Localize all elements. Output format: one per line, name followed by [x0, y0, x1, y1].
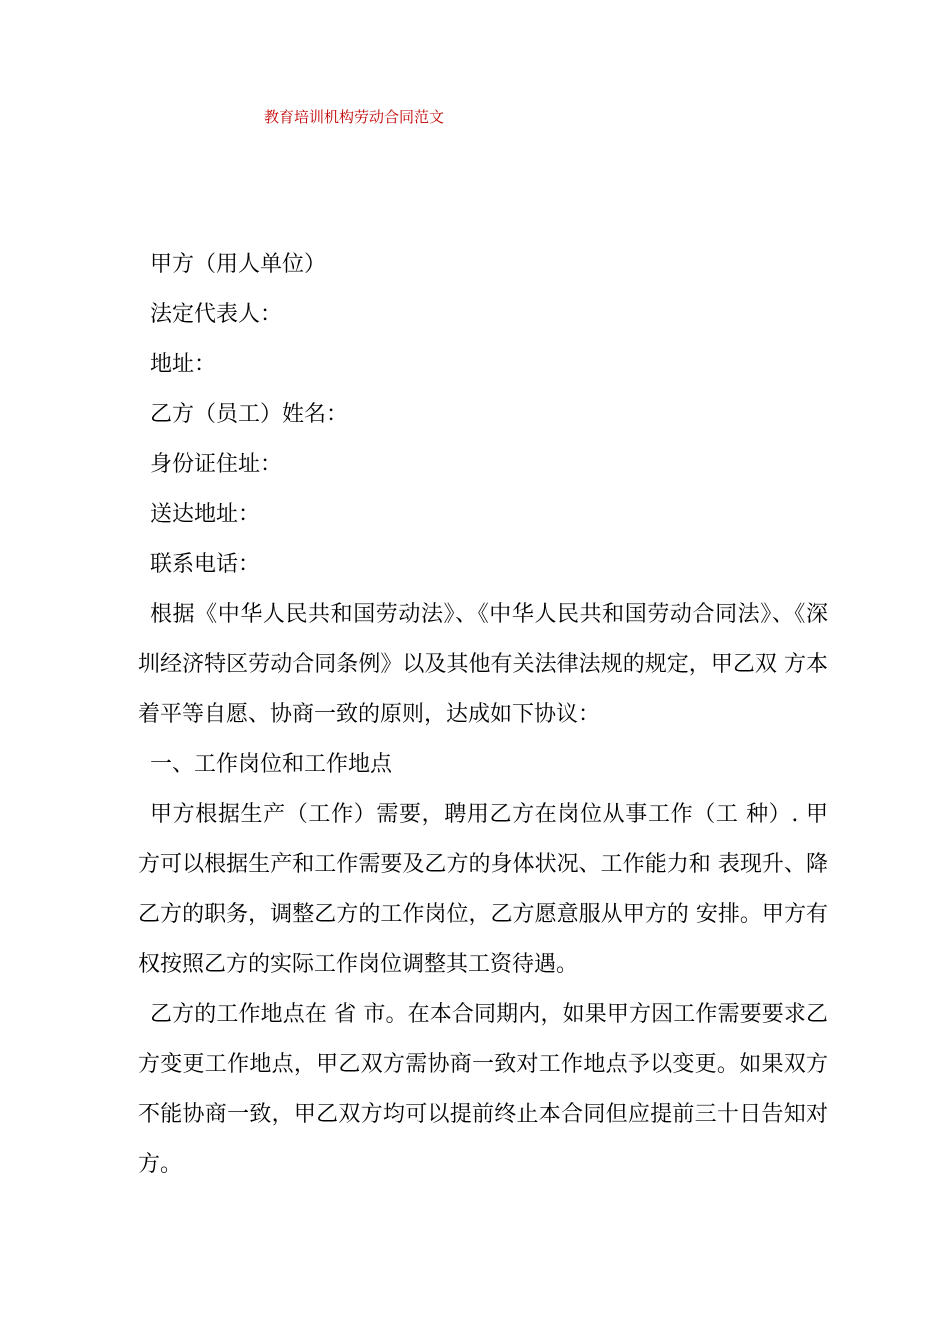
- section1-paragraph-1: 甲方根据生产（工作）需要，聘用乙方在岗位从事工作（工 种）. 甲方可以根据生产和工作需要及乙方的身体状况、工作能力和 表现升、降乙方的职务，调整乙方的工作岗位，乙方愿意服从甲方的 安排。甲方有权按照乙方的实际工作岗位调整其工资待遇。: [138, 802, 828, 977]
- section-heading-1: 一、工作岗位和工作地点: [150, 752, 393, 777]
- field-employer: 甲方（用人单位）: [150, 252, 327, 277]
- document-body: [138, 240, 828, 1190]
- field-phone: 联系电话：: [150, 552, 261, 577]
- intro-paragraph: 根据《中华人民共和国劳动法》、《中华人民共和国劳动合同法》、《深 圳经济特区劳动合同条例》以及其他有关法律法规的规定，甲乙双 方本着平等自愿、协商一致的原则，达成如下协议：: [138, 602, 828, 727]
- document-title: 教育培训机构劳动合同范文: [264, 108, 445, 126]
- field-address: 地址：: [150, 352, 217, 377]
- field-delivery-address: 送达地址：: [150, 502, 261, 527]
- field-id-address: 身份证住址：: [150, 452, 283, 477]
- section1-paragraph-2: 乙方的工作地点在 省 市。在本合同期内，如果甲方因工作需要要求乙方变更工作地点，甲乙双方需协商一致对工作地点予以变更。如果双方不能协商一致，甲乙双方均可以提前终止本合同但应提前三十日告知对方。: [138, 1002, 828, 1177]
- field-employee-name: 乙方（员工）姓名：: [150, 402, 349, 427]
- field-legal-representative: 法定代表人：: [150, 302, 283, 327]
